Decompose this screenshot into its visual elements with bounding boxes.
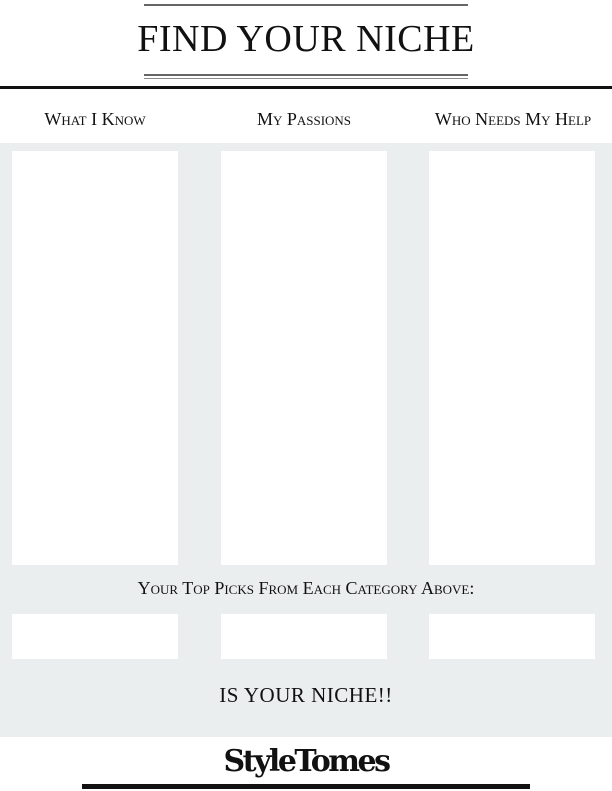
title-rule-top (144, 4, 468, 6)
page-title: FIND YOUR NICHE (137, 18, 475, 60)
title-rule-bottom (144, 74, 468, 76)
brand-logo: StyleTomes (223, 744, 389, 779)
top-pick-box-1[interactable] (12, 614, 178, 659)
my-passions-box[interactable] (221, 151, 387, 565)
who-needs-my-help-box[interactable] (429, 151, 595, 565)
title-rule-bottom-secondary (144, 78, 468, 79)
niche-result-label: IS YOUR NICHE!! (219, 683, 393, 707)
top-pick-box-2[interactable] (221, 614, 387, 659)
column-heading-my-passions: My Passions (256, 109, 352, 129)
header-divider (0, 86, 612, 89)
what-i-know-box[interactable] (12, 151, 178, 565)
footer-rule (82, 784, 530, 789)
worksheet-panel (0, 143, 612, 737)
top-picks-label: Your Top Picks From Each Category Above: (137, 578, 475, 598)
column-heading-what-i-know: What I Know (44, 109, 146, 129)
column-heading-who-needs-my-help: Who Needs My Help (434, 109, 592, 129)
top-pick-box-3[interactable] (429, 614, 595, 659)
